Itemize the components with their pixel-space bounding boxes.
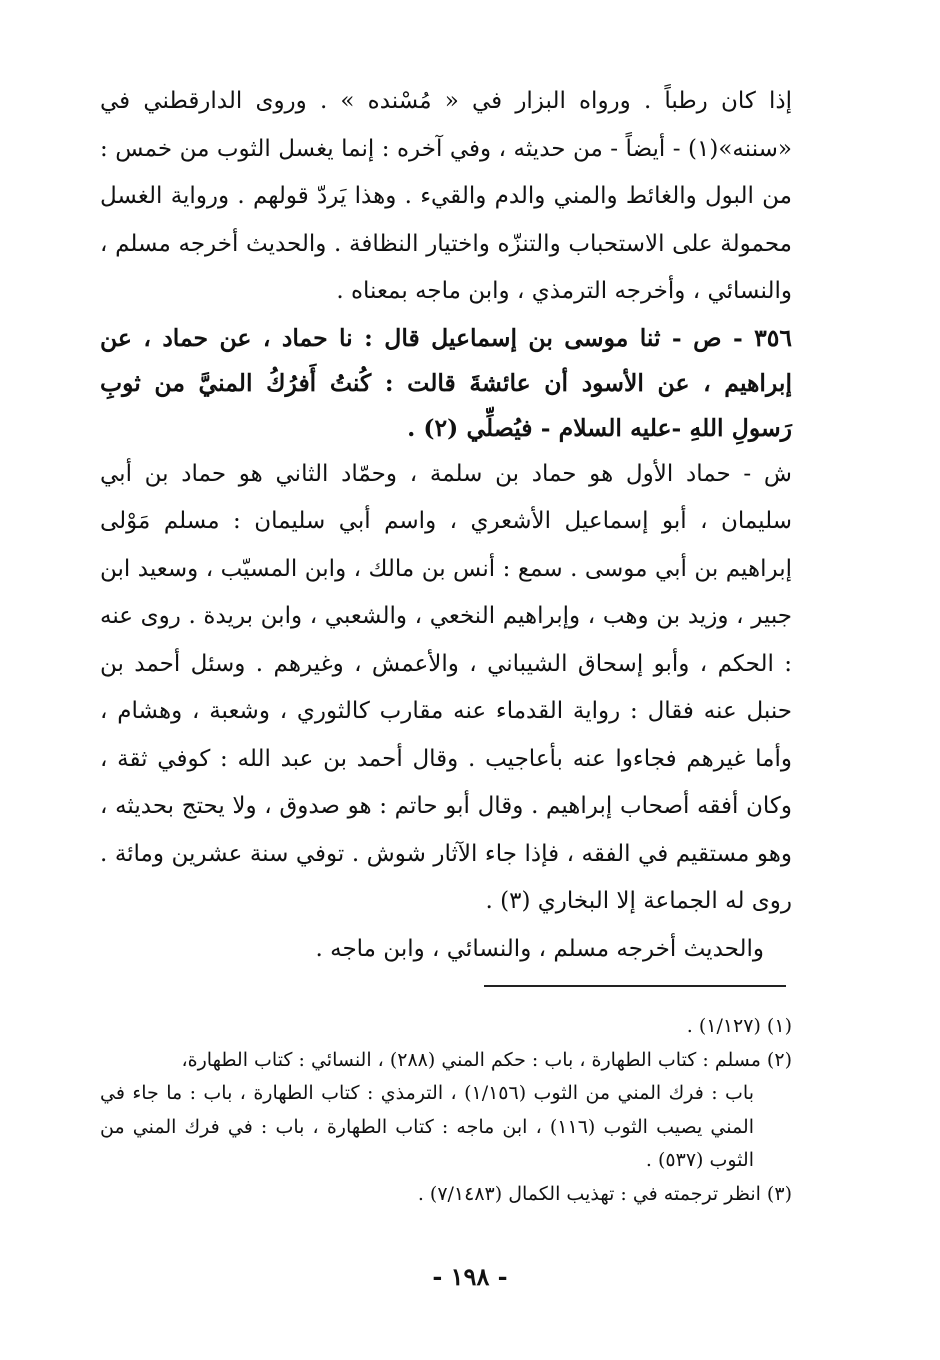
footnote-2: (٢) مسلم : كتاب الطهارة ، باب : حكم المني (٢٨٨) ، النسائي : كتاب الطهارة، — [181, 1048, 792, 1071]
hadith-text: ٣٥٦ - ص - ثنا موسى بن إسماعيل قال : نا حماد ، عن حماد ، عن إبراهيم ، عن الأسود أن عائشةَ قالت : كُنتُ أَفرُكُ المنيَّ من ثوبِ رَسولِ اللهِ -عليه السلام - فيُصلِّي (٢) . — [100, 323, 792, 442]
paragraph-continuation: إذا كان رطباً . ورواه البزار في « مُسْنده » . وروى الدارقطني في «سننه»(١) - أيضاً - من حديثه ، وفي آخره : إنما يغسل الثوب من خمس : من البول والغائط والمني والدم والقيء . وهذا يَردّ قولهم . ورواية الغسل محمولة على الاستحباب والتنزّه واختيار النظافة . والحديث أخرجه مسلم ، والنسائي ، وأخرجه الترمذي ، وابن ماجه بمعناه . — [100, 88, 792, 304]
footnote-2-continuation: باب : فرك المني من الثوب (١/١٥٦) ، الترمذي : كتاب الطهارة ، باب : ما جاء في المني يصيب الثوب (١١٦) ، ابن ماجه : كتاب الطهارة ، باب : في فرك المني من الثوب (٥٣٧) . — [100, 1082, 754, 1171]
footnotes — [100, 1010, 792, 1211]
main-text — [100, 78, 792, 973]
commentary-paragraph: ش - حماد الأول هو حماد بن سلمة ، وحمّاد الثاني هو حماد بن أبي سليمان ، أبو إسماعيل الأشعري ، واسم أبي سليمان : مسلم مَوْلى إبراهيم بن أبي موسى . سمع : أنس بن مالك ، وابن المسيّب ، وسعيد ابن جبير ، وزيد بن وهب ، وإبراهيم النخعي ، والشعبي ، وابن بريدة . روى عنه : الحكم ، وأبو إسحاق الشيباني ، والأعمش ، وغيرهم . وسئل أحمد بن حنبل عنه فقال : رواية القدماء عنه مقارب كالثوري ، وشعبة ، وهشام ، وأما غيرهم فجاءوا عنه بأعاجيب . وقال أحمد بن عبد الله : كوفي ثقة ، وكان أفقه أصحاب إبراهيم . وقال أبو حاتم : هو صدوق ، ولا يحتج بحديثه ، وهو مستقيم في الفقه ، فإذا جاء الآثار شوش . توفي سنة عشرين ومائة . روى له الجماعة إلا البخاري (٣) . — [100, 460, 792, 914]
footnote-1: (١) (١/١٢٧) . — [686, 1015, 792, 1037]
page-number: - ١٩٨ - — [432, 1262, 508, 1291]
footnote-divider — [484, 985, 786, 987]
footnote-3: (٣) انظر ترجمته في : تهذيب الكمال (٧/١٤٨٣) . — [417, 1182, 792, 1205]
closing-paragraph: والحديث أخرجه مسلم ، والنسائي ، وابن ماجه . — [315, 935, 764, 962]
